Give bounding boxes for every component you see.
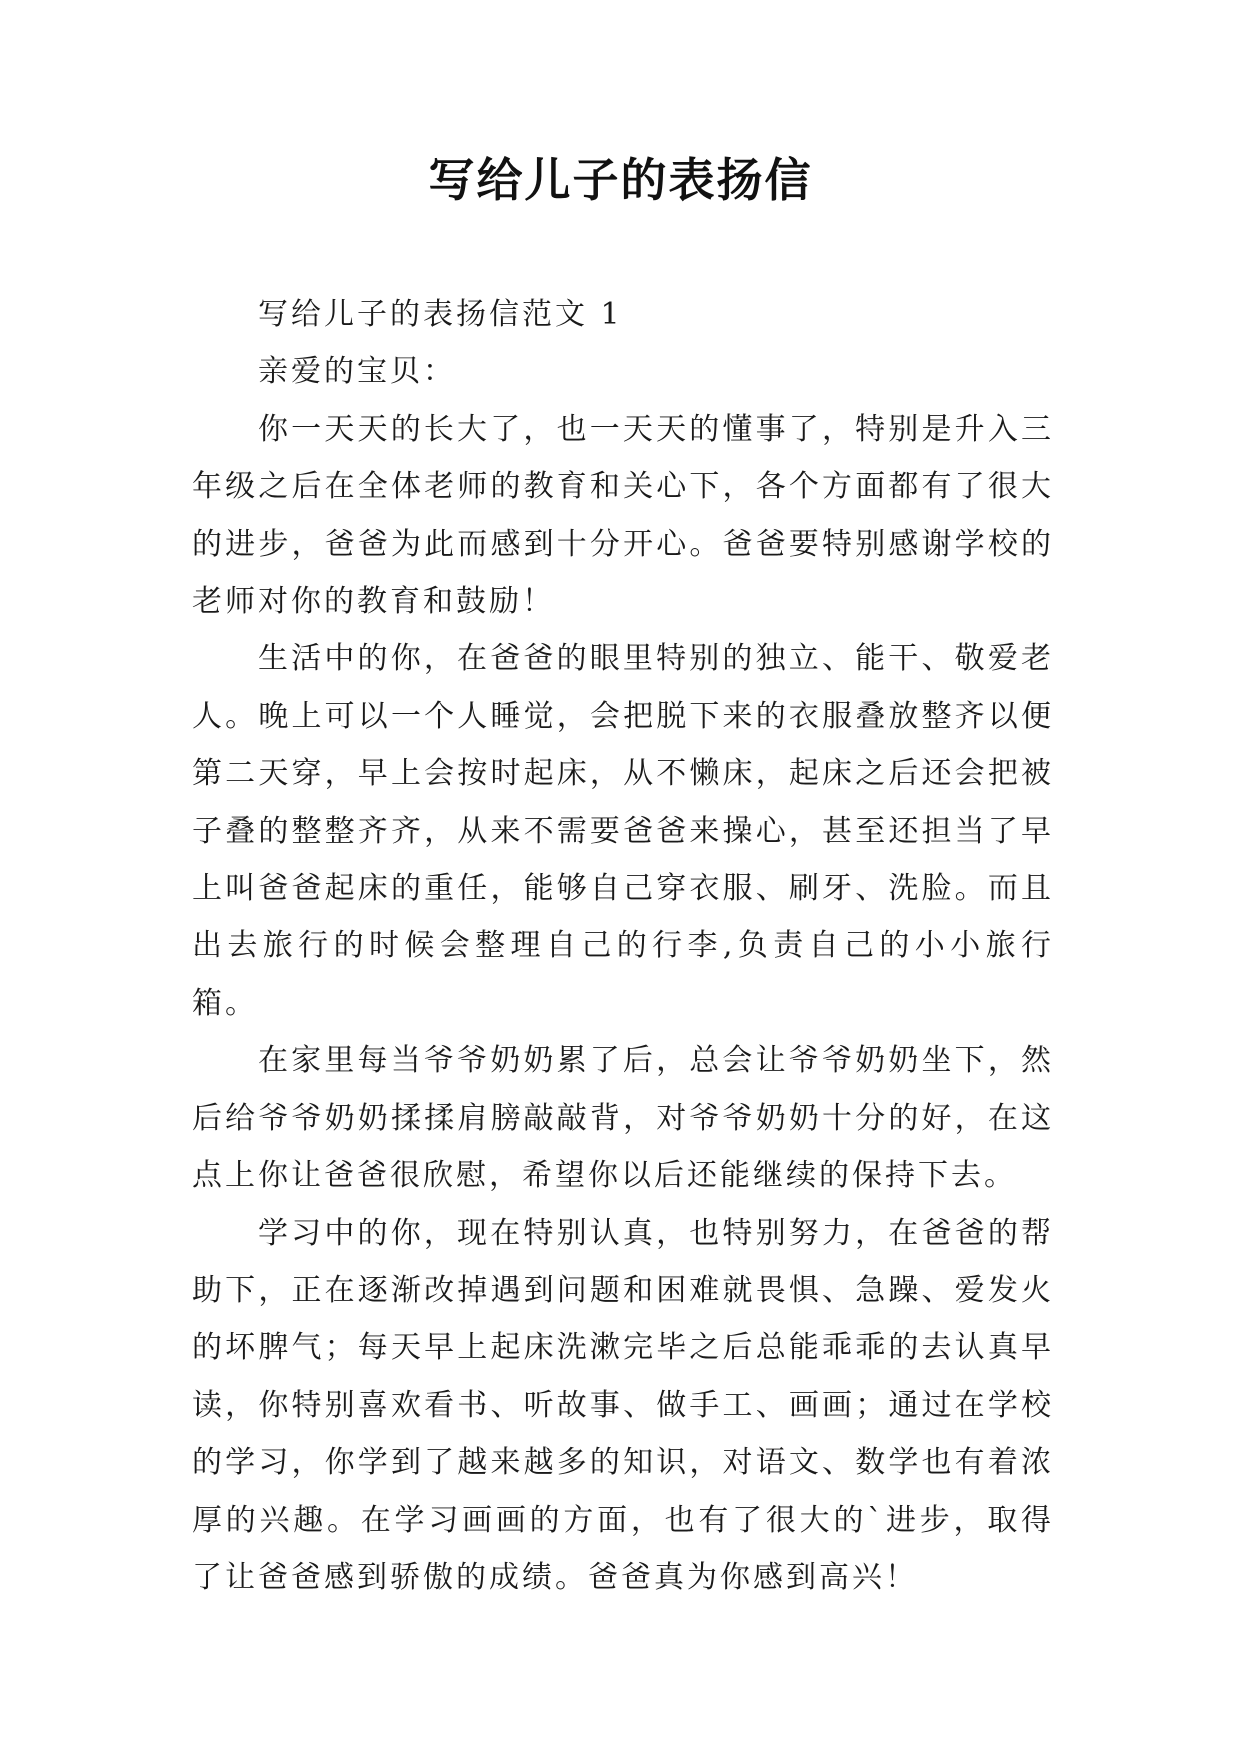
paragraph: 生活中的你，在爸爸的眼里特别的独立、能干、敬爱老人。晚上可以一个人睡觉，会把脱下来的衣服叠放整齐以便第二天穿，早上会按时起床，从不懒床，起床之后还会把被子叠的整整齐齐，从来不需要爸爸来操心，甚至还担当了早上叫爸爸起床的重任，能够自己穿衣服、刷牙、洗脸。而且出去旅行的时候会整理自己的行李,负责自己的小小旅行箱。 [192, 641, 1054, 1021]
document-title: 写给儿子的表扬信 [428, 153, 813, 207]
document-body [192, 286, 1054, 1606]
paragraph: 在家里每当爷爷奶奶累了后，总会让爷爷奶奶坐下，然后给爷爷奶奶揉揉肩膀敲敲背，对爷爷奶奶十分的好，在这点上你让爸爸很欣慰，希望你以后还能继续的保持下去。 [192, 1043, 1054, 1194]
paragraph: 学习中的你，现在特别认真，也特别努力，在爸爸的帮助下，正在逐渐改掉遇到问题和困难就畏惧、急躁、爱发火的坏脾气；每天早上起床洗漱完毕之后总能乖乖的去认真早读，你特别喜欢看书、听故事、做手工、画画；通过在学校的学习，你学到了越来越多的知识，对语文、数学也有着浓厚的兴趣。在学习画画的方面，也有了很大的`进步，取得了让爸爸感到骄傲的成绩。爸爸真为你感到高兴！ [192, 1215, 1054, 1595]
paragraph: 你一天天的长大了，也一天天的懂事了，特别是升入三年级之后在全体老师的教育和关心下，各个方面都有了很大的进步，爸爸为此而感到十分开心。爸爸要特别感谢学校的老师对你的教育和鼓励！ [192, 411, 1054, 620]
paragraph-salutation: 亲爱的宝贝： [258, 354, 456, 390]
paragraph-heading: 写给儿子的表扬信范文 1 [258, 297, 623, 332]
